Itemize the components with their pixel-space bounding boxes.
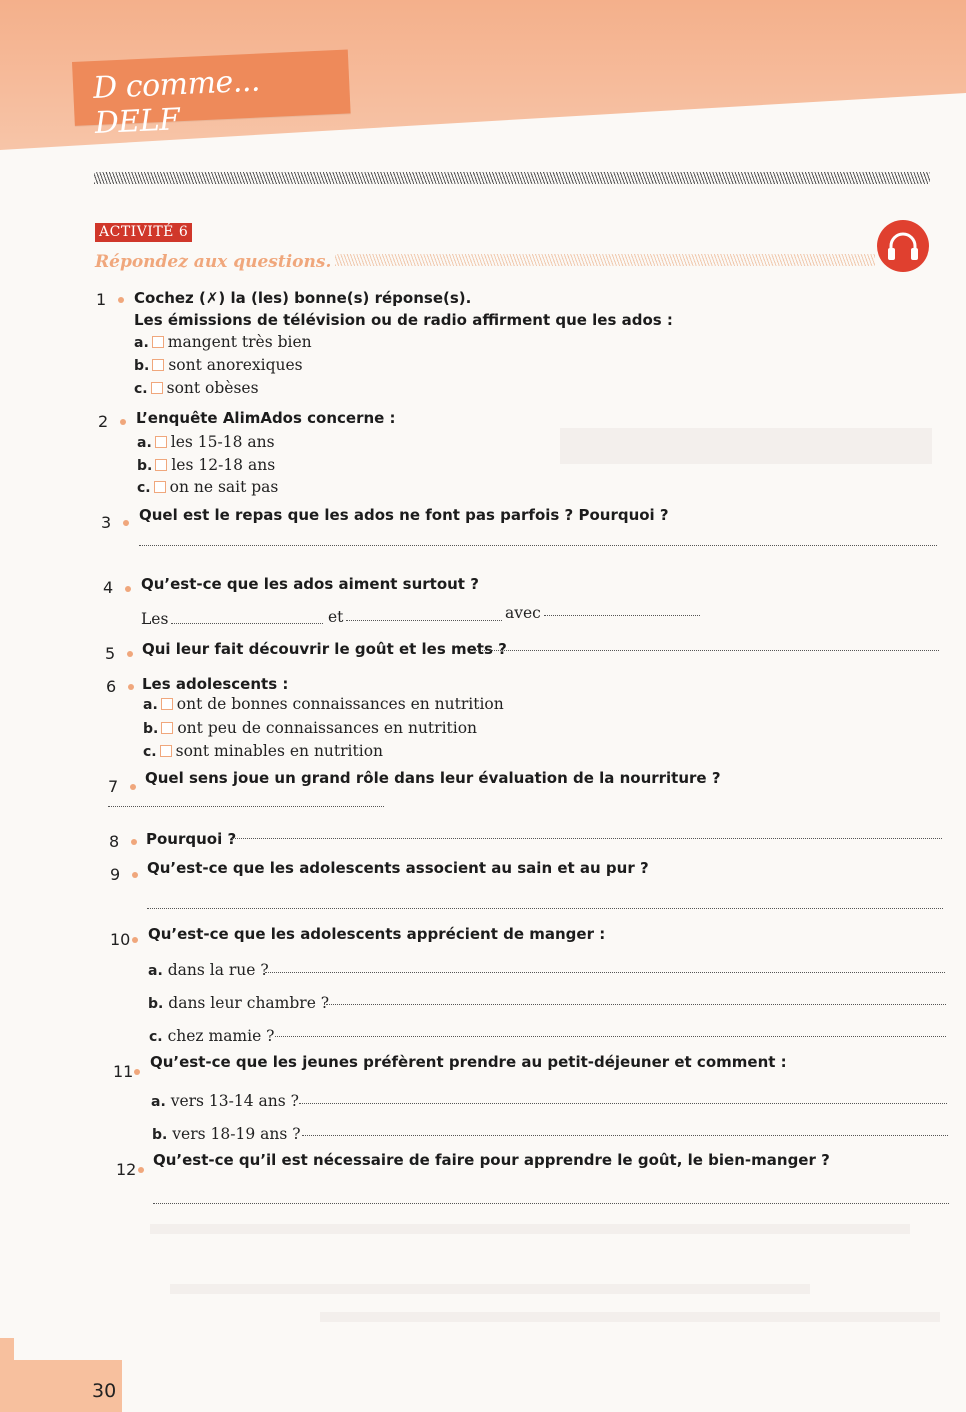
question-text: Les adolescents : [142, 675, 289, 693]
headphones-icon[interactable] [877, 220, 929, 272]
activity-instruction: Répondez aux questions. [95, 252, 332, 272]
bullet-dot [131, 839, 137, 845]
option-letter: c. [137, 480, 151, 496]
answer-line[interactable] [232, 838, 942, 839]
answer-line[interactable] [265, 972, 945, 973]
bullet-dot [120, 419, 126, 425]
checkbox[interactable] [151, 382, 163, 394]
header-hatch-rule [94, 172, 930, 184]
option-letter: c. [143, 744, 157, 760]
answer-line[interactable] [171, 623, 323, 624]
bullet-dot [128, 684, 134, 690]
option-label: mangent très bien [167, 333, 312, 351]
bullet-dot [125, 586, 131, 592]
question-number: 1 [96, 290, 107, 309]
option-letter: c. [134, 381, 148, 397]
option-label: ont de bonnes connaissances en nutrition [176, 695, 504, 713]
show-through [560, 428, 932, 464]
bullet-dot [123, 520, 129, 526]
option-item [134, 356, 303, 374]
fill-word: Les [141, 610, 169, 628]
answer-line[interactable] [153, 1203, 949, 1204]
question-number: 9 [110, 865, 121, 884]
option-label: ont peu de connaissances en nutrition [177, 719, 478, 737]
question-number: 5 [105, 644, 116, 663]
answer-line[interactable] [108, 806, 384, 807]
bullet-dot [138, 1167, 144, 1173]
question-number: 2 [98, 412, 109, 431]
sub-label: vers 13-14 ans ? [170, 1092, 299, 1110]
answer-line[interactable] [346, 620, 502, 621]
question-number: 7 [108, 777, 119, 796]
question-number: 3 [101, 513, 112, 532]
sub-label: vers 18-19 ans ? [172, 1125, 301, 1143]
bullet-dot [132, 937, 138, 943]
option-item [137, 478, 278, 496]
answer-line[interactable] [471, 650, 939, 651]
checkbox[interactable] [160, 745, 172, 757]
sub-question [152, 1125, 301, 1143]
sub-letter: b. [148, 996, 164, 1012]
question-text: Qu’est-ce qu’il est nécessaire de faire pour apprendre le goût, le bien-manger ? [153, 1151, 830, 1169]
fill-word: et [328, 608, 344, 626]
page-number: 30 [92, 1380, 117, 1402]
question-number: 12 [116, 1160, 137, 1179]
question-number: 6 [106, 677, 117, 696]
activity-badge: ACTIVITÉ 6 [95, 223, 192, 242]
sub-letter: a. [148, 963, 163, 979]
question-text: L’enquête AlimAdos concerne : [136, 409, 396, 427]
option-label: sont obèses [166, 379, 259, 397]
option-letter: a. [134, 335, 149, 351]
sub-question [148, 961, 269, 979]
checkbox[interactable] [155, 459, 167, 471]
checkbox[interactable] [161, 722, 173, 734]
bullet-dot [134, 1069, 140, 1075]
question-number: 11 [113, 1062, 134, 1081]
answer-line[interactable] [275, 1036, 946, 1037]
question-number: 4 [103, 578, 114, 597]
bullet-dot [130, 784, 136, 790]
question-text: Qu’est-ce que les ados aiment surtout ? [141, 575, 479, 593]
option-letter: a. [143, 697, 158, 713]
section-title: D comme... DELF [92, 63, 261, 142]
sub-letter: a. [151, 1094, 166, 1110]
option-label: on ne sait pas [169, 478, 279, 496]
bullet-dot [132, 872, 138, 878]
question-subtext: Les émissions de télévision ou de radio affirment que les ados : [134, 311, 673, 329]
checkbox[interactable] [152, 336, 164, 348]
answer-line[interactable] [147, 908, 943, 909]
option-letter: b. [134, 358, 150, 374]
question-text: Quel sens joue un grand rôle dans leur évaluation de la nourriture ? [145, 769, 721, 787]
sub-question [151, 1092, 299, 1110]
question-text: Quel est le repas que les ados ne font pas parfois ? Pourquoi ? [139, 506, 669, 524]
question-text: Qui leur fait découvrir le goût et les mets ? [142, 640, 507, 658]
checkbox[interactable] [161, 698, 173, 710]
answer-line[interactable] [299, 1103, 947, 1104]
question-text: Qu’est-ce que les adolescents apprécient de manger : [148, 925, 606, 943]
question-text: Cochez (✗) la (les) bonne(s) réponse(s). [134, 289, 472, 307]
question-number: 8 [109, 832, 120, 851]
fill-word: avec [505, 604, 541, 622]
option-letter: a. [137, 435, 152, 451]
option-label: les 12-18 ans [171, 456, 276, 474]
sub-letter: b. [152, 1127, 168, 1143]
option-letter: b. [137, 458, 153, 474]
answer-line[interactable] [326, 1004, 946, 1005]
question-text: Qu’est-ce que les adolescents associent au sain et au pur ? [147, 859, 649, 877]
option-item [134, 379, 259, 397]
option-item [137, 456, 275, 474]
checkbox[interactable] [152, 359, 164, 371]
answer-line[interactable] [544, 615, 700, 616]
bullet-dot [127, 651, 133, 657]
sub-label: dans leur chambre ? [168, 994, 330, 1012]
question-text: Pourquoi ? [146, 830, 237, 848]
option-label: les 15-18 ans [170, 433, 275, 451]
show-through [150, 1224, 910, 1234]
option-item [143, 742, 383, 760]
option-label: sont anorexiques [168, 356, 303, 374]
option-item [137, 433, 275, 451]
checkbox[interactable] [155, 436, 167, 448]
show-through [320, 1312, 940, 1322]
show-through [170, 1284, 810, 1294]
option-item [134, 333, 312, 351]
option-item [143, 719, 477, 737]
question-number: 10 [110, 930, 131, 949]
option-item [143, 695, 504, 713]
answer-line[interactable] [302, 1135, 948, 1136]
option-letter: b. [143, 721, 159, 737]
sub-label: chez mamie ? [167, 1027, 275, 1045]
sub-question [149, 1027, 275, 1045]
question-text: Qu’est-ce que les jeunes préfèrent prendre au petit-déjeuner et comment : [150, 1053, 787, 1071]
section-title-tag [72, 49, 351, 142]
checkbox[interactable] [154, 481, 166, 493]
instruction-hatch-rule [335, 254, 875, 266]
sub-letter: c. [149, 1029, 163, 1045]
sub-label: dans la rue ? [167, 961, 269, 979]
bullet-dot [118, 297, 124, 303]
sub-question [148, 994, 329, 1012]
option-label: sont minables en nutrition [175, 742, 384, 760]
answer-line[interactable] [139, 545, 937, 546]
